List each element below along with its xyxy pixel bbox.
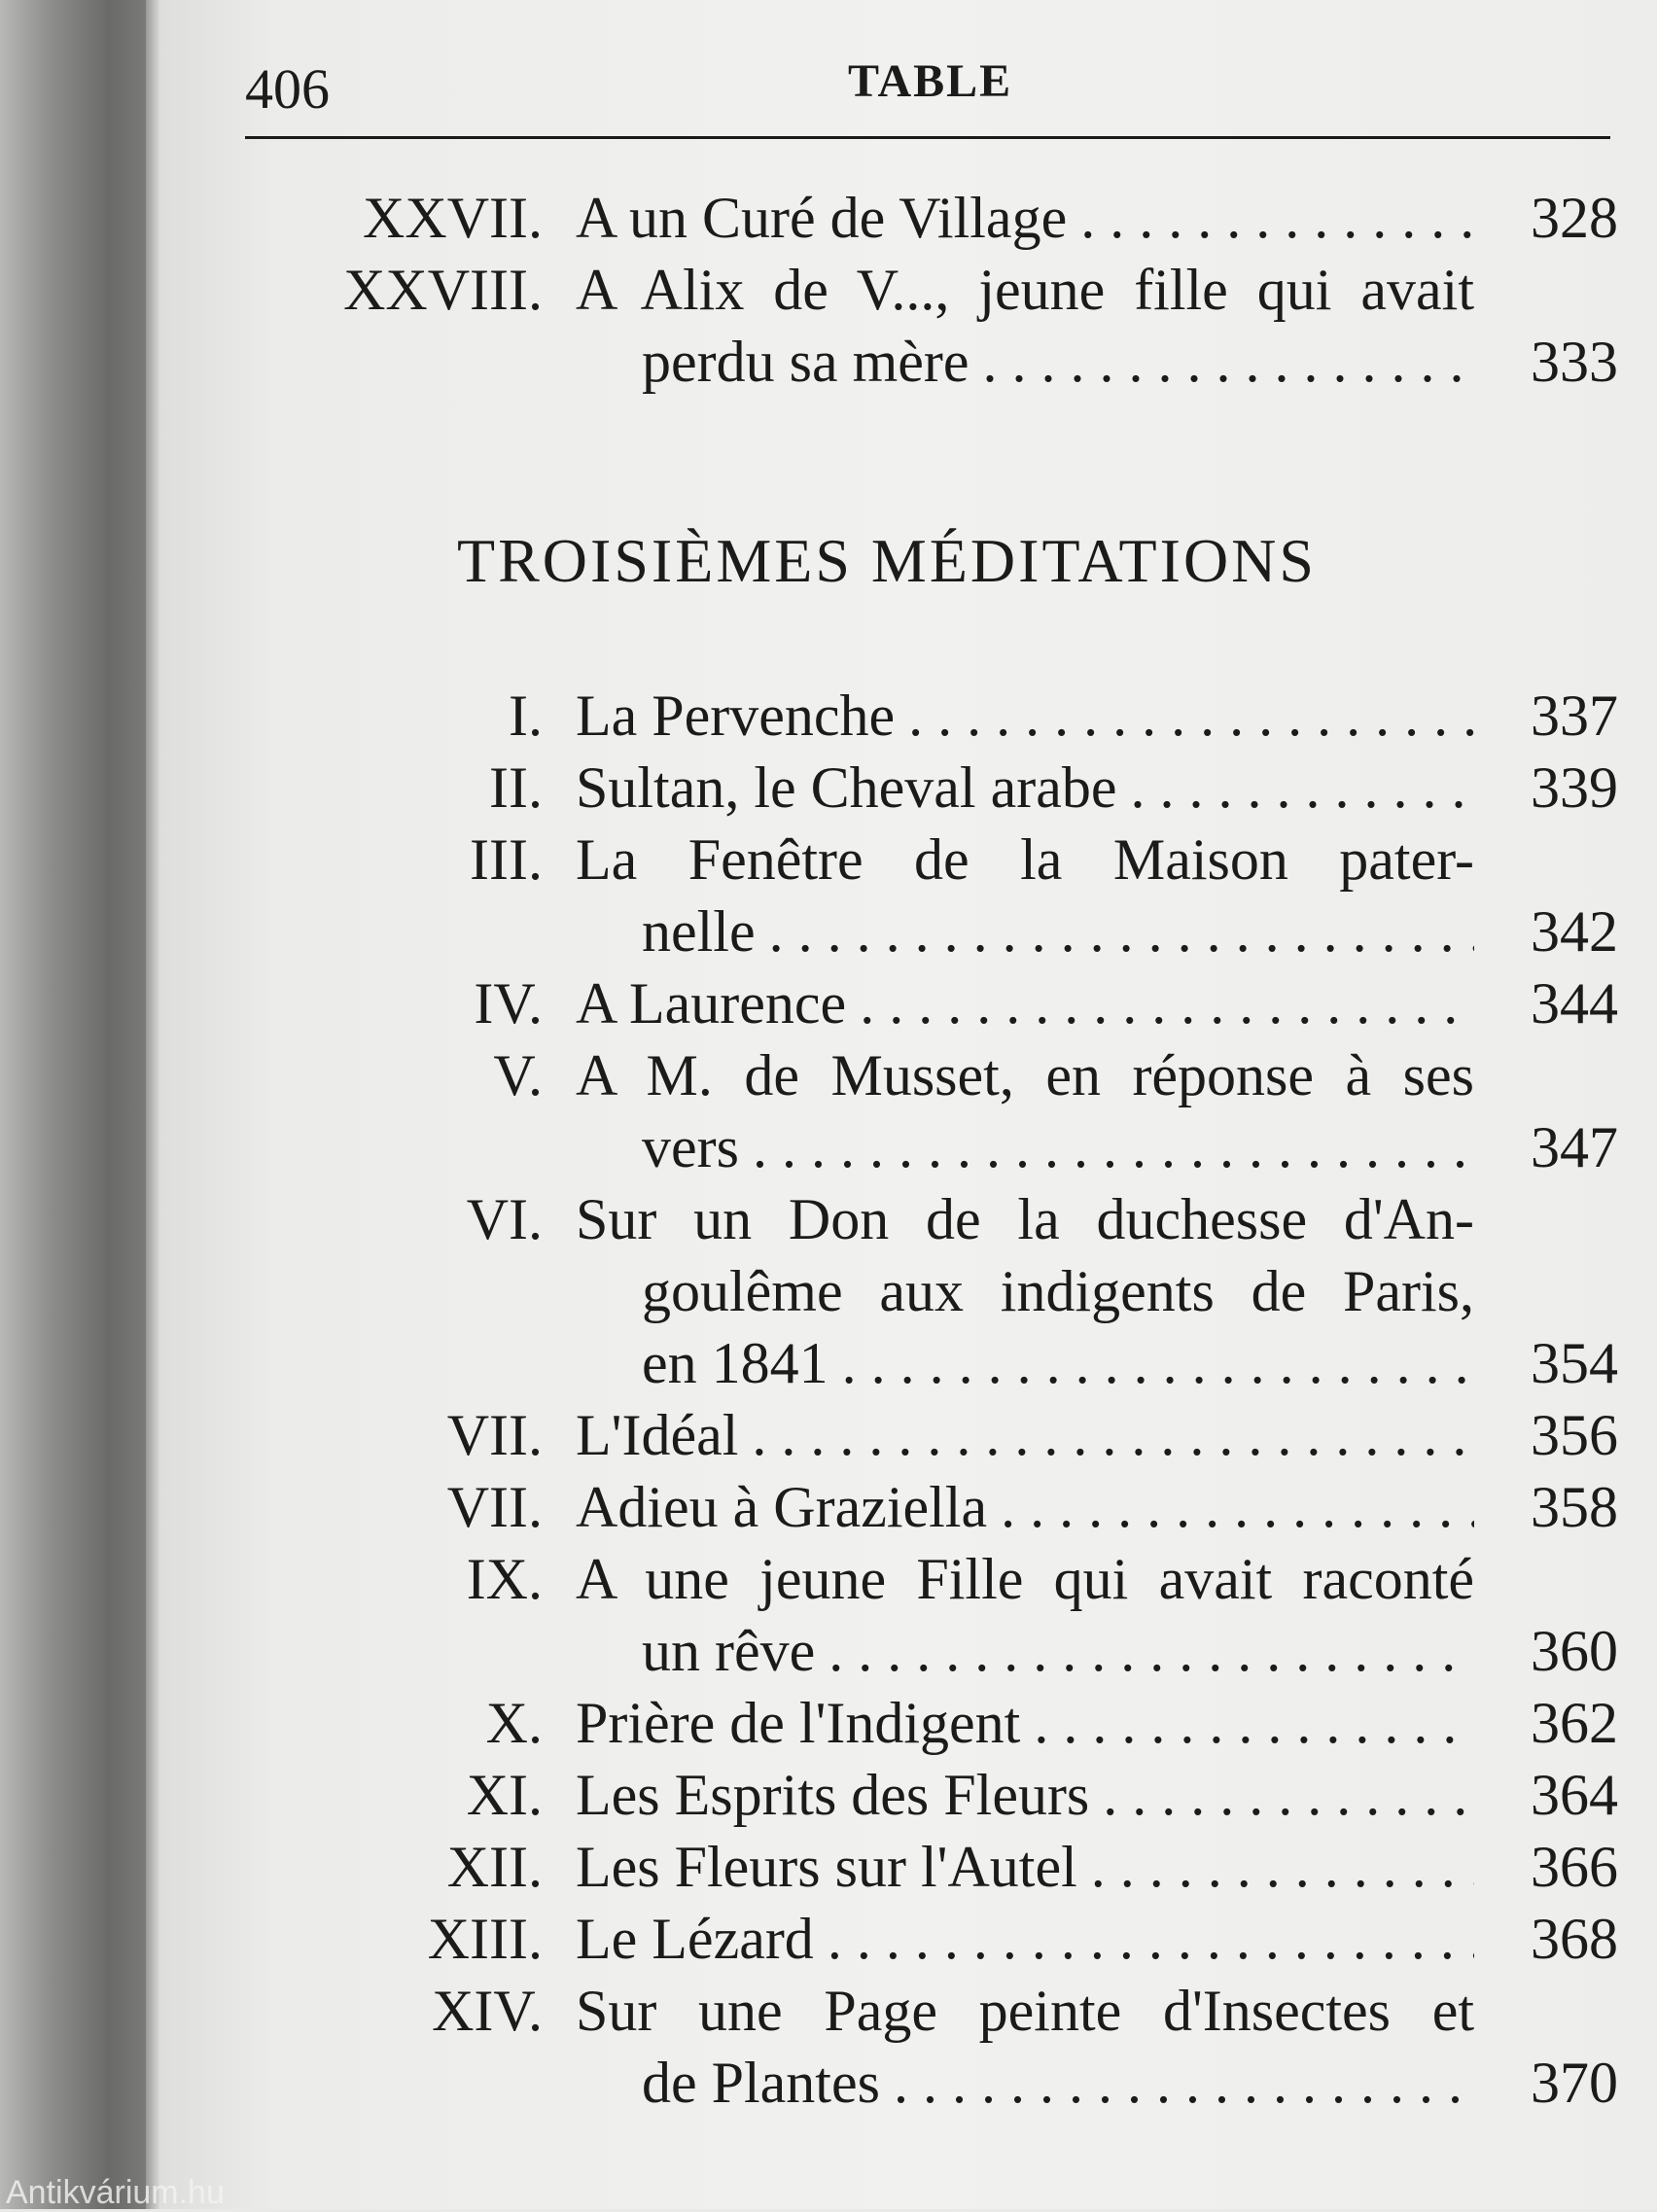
entry-title-text: A M. de Musset, en réponse à ses: [576, 1043, 1474, 1107]
entry-title-text: goulême aux indigents de Paris,: [642, 1259, 1474, 1323]
page-number: 406: [245, 57, 330, 121]
dot-leader: [814, 1900, 1474, 1978]
toc-line: [0, 1396, 1657, 1474]
entry-title: [642, 2044, 1474, 2122]
entry-page-number: 370: [1531, 2051, 1618, 2115]
dot-leader: [738, 1396, 1474, 1474]
toc-line: [0, 1828, 1657, 1906]
entry-title-text: Les Esprits des Fleurs: [576, 1763, 1090, 1827]
entry-title: [576, 1036, 1474, 1114]
toc-line: [0, 1036, 1657, 1114]
toc-line: [0, 965, 1657, 1042]
entry-title: [576, 1540, 1474, 1618]
dot-leader: [1077, 1828, 1474, 1906]
watermark: Antikvárium.hu: [6, 2174, 225, 2211]
entry-number: VII.: [446, 1403, 543, 1467]
entry-title: [576, 179, 1474, 257]
entry-title-text: Adieu à Graziella: [576, 1475, 988, 1539]
entry-number: VII.: [446, 1475, 543, 1539]
entry-number: II.: [489, 755, 543, 820]
entry-number: III.: [470, 827, 543, 892]
toc-line: [0, 323, 1657, 401]
entry-page-number: 362: [1531, 1691, 1618, 1755]
entry-title-text: Le Lézard: [576, 1907, 814, 1971]
entry-title-text: Les Fleurs sur l'Autel: [576, 1835, 1077, 1899]
toc-line: [0, 1180, 1657, 1258]
dot-leader: [987, 1468, 1474, 1546]
entry-title-text: vers: [642, 1115, 739, 1179]
entry-page-number: 339: [1531, 755, 1618, 820]
entry-number: IV.: [474, 971, 543, 1036]
entry-page-number: 342: [1531, 899, 1618, 964]
toc-line: [0, 1612, 1657, 1690]
entry-number: XXVII.: [363, 186, 543, 250]
entry-page-number: 364: [1531, 1763, 1618, 1827]
toc-line: [0, 749, 1657, 826]
toc-line: [0, 1252, 1657, 1330]
entry-title-text: A une jeune Fille qui avait raconté: [576, 1547, 1474, 1611]
entry-page-number: 337: [1531, 684, 1618, 748]
entry-title-text: Sur un Don de la duchesse d'An-: [576, 1187, 1474, 1251]
entry-number: X.: [485, 1691, 543, 1755]
toc-line: [0, 2044, 1657, 2122]
dot-leader: [1020, 1684, 1474, 1762]
entry-title-text: A Laurence: [576, 971, 847, 1036]
dot-leader: [1116, 749, 1474, 826]
dot-leader: [828, 1324, 1474, 1402]
entry-number: XIII.: [427, 1907, 543, 1971]
entry-number: XI.: [466, 1763, 543, 1827]
entry-title: [642, 1108, 1474, 1186]
dot-leader: [880, 2044, 1474, 2122]
entry-title: [642, 893, 1474, 970]
toc-line: [0, 1108, 1657, 1186]
entry-page-number: 333: [1531, 330, 1618, 394]
entry-page-number: 366: [1531, 1835, 1618, 1899]
entry-title: [576, 749, 1474, 826]
dot-leader: [1089, 1756, 1474, 1834]
toc-line: [0, 251, 1657, 329]
entry-title-text: Prière de l'Indigent: [576, 1691, 1021, 1755]
entry-page-number: 356: [1531, 1403, 1618, 1467]
entry-title: [642, 1612, 1474, 1690]
entry-title: [642, 1324, 1474, 1402]
entry-title-text: La Fenêtre de la Maison pater-: [576, 827, 1474, 892]
entry-title-text: A un Curé de Village: [576, 186, 1068, 250]
entry-title-text: La Pervenche: [576, 684, 896, 748]
dot-leader: [756, 893, 1474, 970]
entry-title: [576, 1396, 1474, 1474]
entry-title-text: Sur une Page peinte d'Insectes et: [576, 1979, 1474, 2043]
entry-page-number: 344: [1531, 971, 1618, 1036]
entry-title: [642, 323, 1474, 401]
entry-title: [576, 1900, 1474, 1978]
dot-leader: [846, 965, 1474, 1042]
entry-page-number: 354: [1531, 1331, 1618, 1395]
entry-title-text: A Alix de V..., jeune fille qui avait: [576, 258, 1474, 322]
dot-leader: [895, 677, 1474, 755]
entry-page-number: 347: [1531, 1115, 1618, 1179]
entry-page-number: 360: [1531, 1619, 1618, 1683]
entry-page-number: 358: [1531, 1475, 1618, 1539]
toc-line: [0, 1972, 1657, 2050]
entry-title: [576, 1468, 1474, 1546]
entry-page-number: 368: [1531, 1907, 1618, 1971]
toc-line: [0, 1756, 1657, 1834]
dot-leader: [1067, 179, 1474, 257]
entry-title: [576, 1180, 1474, 1258]
entry-title: [576, 1972, 1474, 2050]
entry-title-text: nelle: [642, 899, 756, 964]
toc-line: [0, 179, 1657, 257]
entry-number: V.: [493, 1043, 543, 1107]
entry-title: [576, 1756, 1474, 1834]
entry-title: [576, 965, 1474, 1042]
entry-number: IX.: [466, 1547, 543, 1611]
entry-title: [642, 1252, 1474, 1330]
entry-title-text: perdu sa mère: [642, 330, 970, 394]
entry-title-text: en 1841: [642, 1331, 828, 1395]
dot-leader: [815, 1612, 1474, 1690]
entry-number: XIV.: [432, 1979, 543, 2043]
entry-title-text: un rêve: [642, 1619, 816, 1683]
section-title: TROISIÈMES MÉDITATIONS: [457, 526, 1317, 595]
entry-title: [576, 1828, 1474, 1906]
toc-line: [0, 677, 1657, 755]
entry-title-text: de Plantes: [642, 2051, 880, 2115]
toc-line: [0, 1900, 1657, 1978]
dot-leader: [739, 1108, 1474, 1186]
toc-line: [0, 893, 1657, 970]
entry-page-number: 328: [1531, 186, 1618, 250]
entry-number: VI.: [466, 1187, 543, 1251]
entry-title: [576, 1684, 1474, 1762]
entry-title: [576, 821, 1474, 898]
running-head: TABLE: [848, 55, 1013, 107]
entry-title: [576, 251, 1474, 329]
toc-line: [0, 1540, 1657, 1618]
toc-line: [0, 1468, 1657, 1546]
toc-line: [0, 821, 1657, 898]
entry-number: XXVIII.: [343, 258, 543, 322]
toc-line: [0, 1684, 1657, 1762]
entry-title: [576, 677, 1474, 755]
dot-leader: [970, 323, 1474, 401]
entry-title-text: Sultan, le Cheval arabe: [576, 755, 1117, 820]
entry-number: XII.: [446, 1835, 543, 1899]
entry-number: I.: [509, 684, 543, 748]
toc-line: [0, 1324, 1657, 1402]
entry-title-text: L'Idéal: [576, 1403, 739, 1467]
